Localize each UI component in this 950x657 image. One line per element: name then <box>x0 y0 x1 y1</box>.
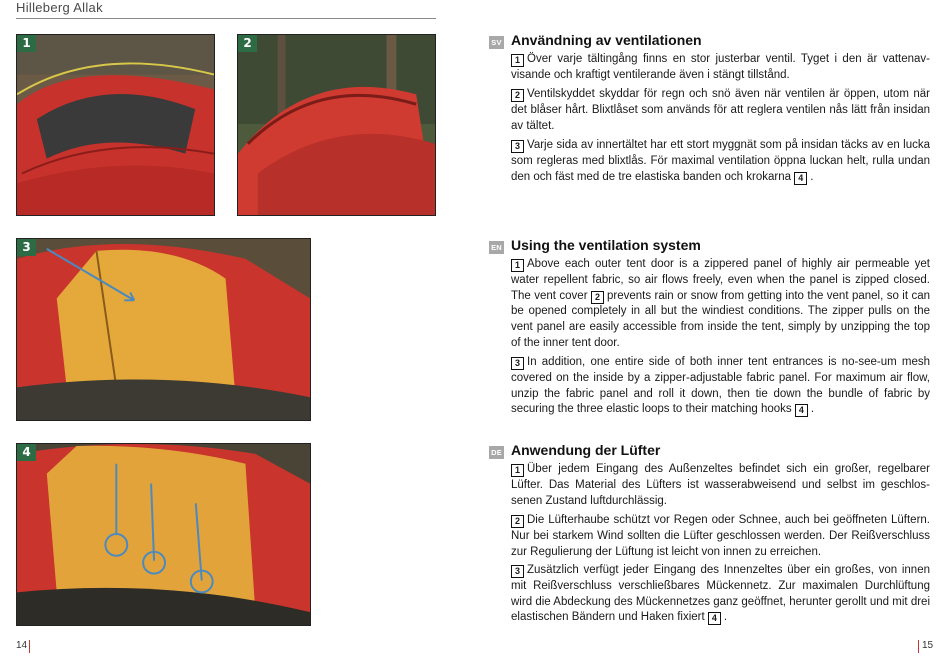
paragraph-text: Above each outer tent door is a zippered panel of highly air permeable yet water repellent fabric, so air flows freely, even when the panel is zipped closed. The vent cover <box>511 258 930 302</box>
paragraph-sv-1 <box>511 52 930 84</box>
reference-number: 4 <box>795 404 808 417</box>
section-heading-de: Anwendung der Lüfter <box>511 442 661 458</box>
paragraph-text: Zusätzlich verfügt jeder Eingang des Innenzeltes über ein großes, von innen mit Reißverschluss verschließbares Mückennetz. Zur maximalen Durchlüftung wird die Abdeckung des Mückennetzes ganz geöffnet, herunter gerollt und mit drei elastischen Bändern und Haken fixiert <box>511 564 930 624</box>
paragraph-end: . <box>723 611 728 624</box>
language-badge-en: EN <box>489 241 504 254</box>
language-badge-de: DE <box>489 446 504 459</box>
photo-number-badge: 1 <box>17 35 36 52</box>
photo-number-badge: 4 <box>17 444 36 461</box>
paragraph-end: . <box>810 403 815 416</box>
photo-number-badge: 2 <box>238 35 257 52</box>
paragraph-text: Varje sida av innertältet har ett stort myggnät som på insidan täcks av en lucka som regleras med blixtlås. För maximal ventilation öppna luckan helt, rulla undan den och fäst med de tre elastiska banden och krokarna <box>511 139 930 183</box>
document-title: Hilleberg Allak <box>16 0 103 15</box>
page-number-left: 14 <box>16 640 28 651</box>
title-rule <box>16 18 436 19</box>
paragraph-de-3 <box>511 563 930 626</box>
paragraph-sv-2 <box>511 87 930 134</box>
language-badge-sv: SV <box>489 36 504 49</box>
photo-inner-door <box>16 238 311 421</box>
paragraph-text: prevents rain or snow from getting into the vent panel, so it can be opened completely in all but the windiest conditions. The zipper pulls on the vent panel are easily accessible from inside the tent, simply by unzipping the top of the inner tent door. <box>511 289 930 349</box>
paragraph-text: Die Lüfterhaube schützt vor Regen oder Schnee, auch bei geöffneten Lüftern. Nur bei starkem Wind sollten die Lüfter geschlossen werden. Der Reißverschluss zur Regulierung der Lüftung ist leicht von innen zu erreichen. <box>511 514 930 558</box>
paragraph-sv-3 <box>511 138 930 185</box>
photo-1-image <box>17 35 214 215</box>
photo-4-image <box>17 444 310 625</box>
reference-number: 3 <box>511 357 524 370</box>
reference-number: 3 <box>511 140 524 153</box>
reference-number: 4 <box>794 172 807 185</box>
photo-2-image <box>238 35 435 215</box>
reference-number: 1 <box>511 464 524 477</box>
paragraph-end: . <box>810 170 814 183</box>
reference-number: 3 <box>511 565 524 578</box>
paragraph-de-1 <box>511 462 930 509</box>
photo-vent-cover <box>237 34 436 216</box>
photo-elastic-loops <box>16 443 311 626</box>
paragraph-text: Ventilskyddet skyddar för regn och snö även när ventilen är öppen, utom när det blåser hårt. Blixtlåset som används för att reglera ventilen nås lätt från insidan av tältet. <box>511 88 930 132</box>
reference-number: 2 <box>511 515 524 528</box>
page-marker-right <box>918 640 919 653</box>
paragraph-text: Über jedem Eingang des Außenzeltes befindet sich ein großer, regelbarer Lüfter. Das Material des Lüfters ist wasserabweisend und selbst im geschlos-senen Zustand luftdurchlässig. <box>511 463 930 507</box>
photo-vent-panel <box>16 34 215 216</box>
section-heading-en: Using the ventilation system <box>511 237 701 253</box>
paragraph-text: Över varje tältingång finns en stor justerbar ventil. Tyget i den är vattenav-visande och kraftigt ventilerande även i stängt tillstånd. <box>511 53 930 81</box>
paragraph-en-1 <box>511 257 930 352</box>
paragraph-de-2 <box>511 513 930 560</box>
reference-number: 2 <box>591 291 604 304</box>
reference-number: 1 <box>511 259 524 272</box>
reference-number: 1 <box>511 54 524 67</box>
reference-number: 4 <box>708 612 721 625</box>
paragraph-en-2 <box>511 355 930 418</box>
page-marker-left <box>29 640 30 653</box>
page-number-right: 15 <box>922 640 934 651</box>
paragraph-text: In addition, one entire side of both inner tent entrances is no-see-um mesh covered on the inside by a zipper-adjustable fabric panel. For maximum air flow, unzip the fabric panel and roll it down, then tie down the bundle of fabric by securing the three elastic loops to their matching hooks <box>511 356 930 416</box>
photo-number-badge: 3 <box>17 239 36 256</box>
photo-3-image <box>17 239 310 420</box>
section-heading-sv: Användning av ventilationen <box>511 32 702 48</box>
reference-number: 2 <box>511 89 524 102</box>
